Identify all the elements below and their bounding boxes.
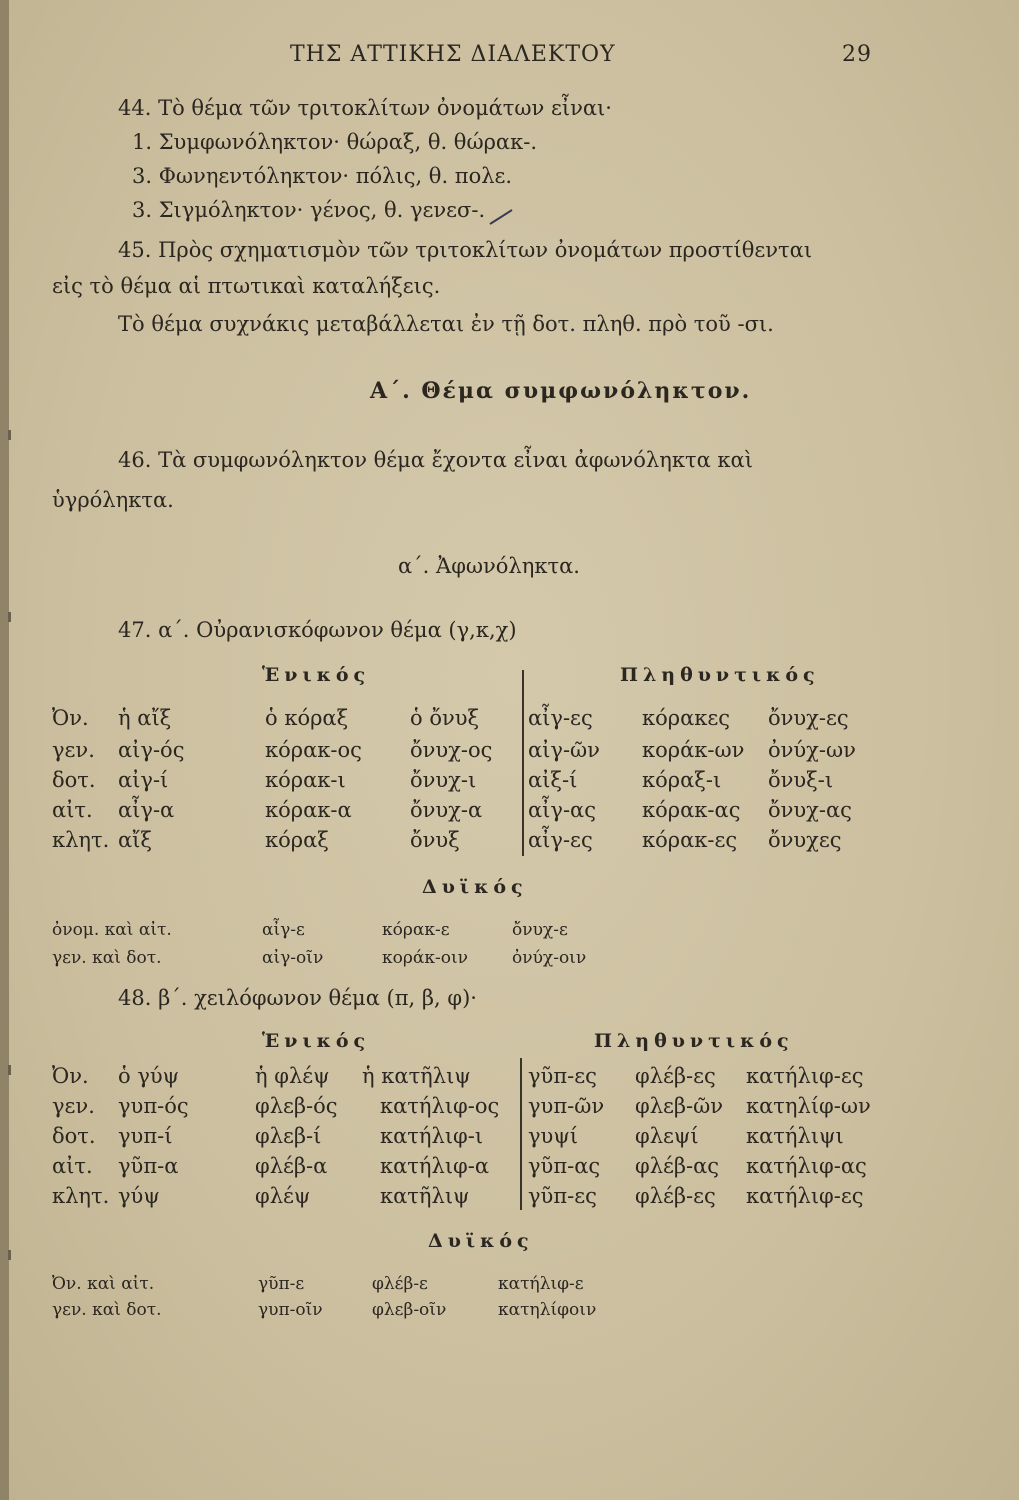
table-cell: φλεψί <box>635 1124 699 1148</box>
singular-label: Ἑνικός <box>262 1030 371 1052</box>
list-item: 3. Σιγμόληκτον· γένος, θ. γενεσ-. <box>132 198 486 222</box>
running-header: ΤΗΣ ΑΤΤΙΚΗΣ ΔΙΑΛΕΚΤΟΥ <box>290 42 616 67</box>
table-cell: φλέβ-α <box>255 1154 328 1178</box>
table-cell: αἶγ-ε <box>262 920 305 940</box>
paragraph-48-title: 48. β΄. χειλόφωνον θέμα (π, β, φ)· <box>118 986 477 1010</box>
paragraph-46-line1: 46. Τὰ συμφωνόληκτον θέμα ἔχοντα εἶναι ἀφωνόληκτα καὶ <box>118 448 753 472</box>
table-cell: φλέψ <box>255 1184 311 1208</box>
table-cell: ὄνυχ-ος <box>410 738 493 762</box>
table-cell: φλεβ-ῶν <box>635 1094 724 1118</box>
table-cell: ὁ κόραξ <box>265 706 349 730</box>
table-cell: αἰξ-ί <box>528 768 578 792</box>
table-cell: κατήλιφ-ι <box>380 1124 484 1148</box>
margin-mark <box>8 430 11 440</box>
paragraph-45-line3: Τὸ θέμα συχνάκις μεταβάλλεται ἐν τῇ δοτ. πληθ. πρὸ τοῦ -σι. <box>118 312 774 336</box>
table-cell: ὄνυχ-ας <box>768 798 852 822</box>
table-cell: γῦπ-α <box>118 1154 179 1178</box>
table-cell: αἶγ-α <box>118 798 175 822</box>
table-cell: γυψί <box>528 1124 579 1148</box>
table-cell: φλέβ-ες <box>635 1064 716 1088</box>
table-cell: γῦπ-ας <box>528 1154 601 1178</box>
case-label: γεν. <box>52 1094 95 1118</box>
pencil-check-mark <box>488 206 514 228</box>
table-cell: αἴξ <box>118 828 152 852</box>
case-label: γεν. καὶ δοτ. <box>52 1300 162 1320</box>
table-cell: κόρακ-ι <box>265 768 346 792</box>
case-label: δοτ. <box>52 1124 96 1148</box>
table-cell: κόρακ-α <box>265 798 352 822</box>
table-cell: ὄνυχ-α <box>410 798 483 822</box>
table-cell: ὄνυξ <box>410 828 460 852</box>
table-cell: ὀνύχ-ων <box>768 738 856 762</box>
binding-edge <box>0 0 9 1500</box>
case-label: Ὀν. καὶ αἰτ. <box>52 1274 155 1294</box>
list-item: 1. Συμφωνόληκτον· θώραξ, θ. θώρακ-. <box>132 130 537 154</box>
table-cell: αἰγ-οῖν <box>262 948 324 968</box>
table-cell: κόραξ <box>265 828 329 852</box>
table-cell: ὀνύχ-οιν <box>512 948 587 968</box>
table-cell: αἰγ-ός <box>118 738 185 762</box>
margin-mark <box>8 1065 11 1075</box>
case-label: ὀνομ. καὶ αἰτ. <box>52 920 172 940</box>
case-label: κλητ. <box>52 1184 110 1208</box>
table-cell: κοράκ-ων <box>642 738 745 762</box>
dual-label: Δυϊκός <box>422 876 528 898</box>
table-cell: φλεβ-ός <box>255 1094 338 1118</box>
table-cell: γῦπ-ες <box>528 1064 597 1088</box>
table-cell: ὄνυχ-ε <box>512 920 568 940</box>
table-cell: κόρακ-ες <box>642 828 738 852</box>
case-label: γεν. <box>52 738 95 762</box>
table-cell: κατῆλιψ <box>380 1184 470 1208</box>
case-label: γεν. καὶ δοτ. <box>52 948 162 968</box>
table-cell: ἡ φλέψ <box>255 1064 330 1088</box>
table-cell: κόραξ-ι <box>642 768 722 792</box>
table-cell: γῦπ-ες <box>528 1184 597 1208</box>
table-cell: φλεβ-οῖν <box>372 1300 447 1320</box>
table-cell: κόρακ-ος <box>265 738 362 762</box>
table-cell: κατηλίφοιν <box>498 1300 597 1320</box>
table-cell: κόρακ-ας <box>642 798 741 822</box>
case-label: κλητ. <box>52 828 110 852</box>
plural-label: Πληθυντικός <box>594 1030 794 1052</box>
section-heading: Α΄. Θέμα συμφωνόληκτον. <box>370 378 752 404</box>
table-cell: ὁ γύψ <box>118 1064 180 1088</box>
case-label: αἰτ. <box>52 1154 93 1178</box>
margin-mark <box>8 1250 11 1260</box>
table-cell: γυπ-ῶν <box>528 1094 605 1118</box>
table-cell: αἶγ-ας <box>528 798 597 822</box>
column-divider <box>522 670 524 856</box>
table-cell: φλεβ-ί <box>255 1124 322 1148</box>
table-cell: ὁ ὄνυξ <box>410 706 480 730</box>
table-cell: ὄνυχ-ι <box>410 768 477 792</box>
paragraph-47-title: 47. α΄. Οὐρανισκόφωνον θέμα (γ,κ,χ) <box>118 618 517 642</box>
case-label: δοτ. <box>52 768 96 792</box>
table-cell: κατήλιψι <box>746 1124 844 1148</box>
table-cell: ὄνυχ-ες <box>768 706 849 730</box>
case-label: Ὀν. <box>52 1064 89 1088</box>
table-cell: κατήλιφ-ε <box>498 1274 584 1294</box>
table-cell: γῦπ-ε <box>258 1274 305 1294</box>
table-cell: αἰγ-ῶν <box>528 738 600 762</box>
table-cell: κατήλιφ-ος <box>380 1094 500 1118</box>
table-cell: κατήλιφ-ας <box>746 1154 867 1178</box>
plural-label: Πληθυντικός <box>620 664 820 686</box>
subheading: α΄. Ἀφωνόληκτα. <box>398 554 580 578</box>
column-divider <box>520 1058 522 1210</box>
table-cell: αἶγ-ες <box>528 706 593 730</box>
table-cell: κατήλιφ-ες <box>746 1064 864 1088</box>
table-cell: κατήλιφ-α <box>380 1154 490 1178</box>
table-cell: αἰγ-ί <box>118 768 169 792</box>
table-cell: κόρακες <box>642 706 731 730</box>
paragraph-44: 44. Τὸ θέμα τῶν τριτοκλίτων ὀνομάτων εἶναι· <box>118 96 612 120</box>
table-cell: γυπ-ός <box>118 1094 189 1118</box>
table-cell: φλέβ-ε <box>372 1274 428 1294</box>
table-cell: κόρακ-ε <box>382 920 450 940</box>
table-cell: κατήλιφ-ες <box>746 1184 864 1208</box>
page-number: 29 <box>842 42 872 67</box>
paragraph-45-line2: εἰς τὸ θέμα αἱ πτωτικαὶ καταλήξεις. <box>52 274 441 298</box>
table-cell: ὄνυξ-ι <box>768 768 834 792</box>
paragraph-46-line2: ὑγρόληκτα. <box>52 488 174 512</box>
table-cell: φλέβ-ες <box>635 1184 716 1208</box>
table-cell: κοράκ-οιν <box>382 948 468 968</box>
singular-label: Ἑνικός <box>262 664 371 686</box>
table-cell: γυπ-οῖν <box>258 1300 323 1320</box>
case-label: Ὀν. <box>52 706 89 730</box>
paragraph-45-line1: 45. Πρὸς σχηματισμὸν τῶν τριτοκλίτων ὀνομάτων προστίθενται <box>118 238 813 262</box>
table-cell: γυπ-ί <box>118 1124 173 1148</box>
table-cell: γύψ <box>118 1184 160 1208</box>
table-cell: ὄνυχες <box>768 828 842 852</box>
table-cell: αἶγ-ες <box>528 828 593 852</box>
case-label: αἰτ. <box>52 798 93 822</box>
margin-mark <box>8 612 11 622</box>
dual-label: Δυϊκός <box>428 1230 534 1252</box>
table-cell: ἡ κατῆλιψ <box>362 1064 471 1088</box>
table-cell: ἡ αἴξ <box>118 706 172 730</box>
list-item: 3. Φωνηεντόληκτον· πόλις, θ. πολε. <box>132 164 513 188</box>
table-cell: φλέβ-ας <box>635 1154 720 1178</box>
table-cell: κατηλίφ-ων <box>746 1094 871 1118</box>
